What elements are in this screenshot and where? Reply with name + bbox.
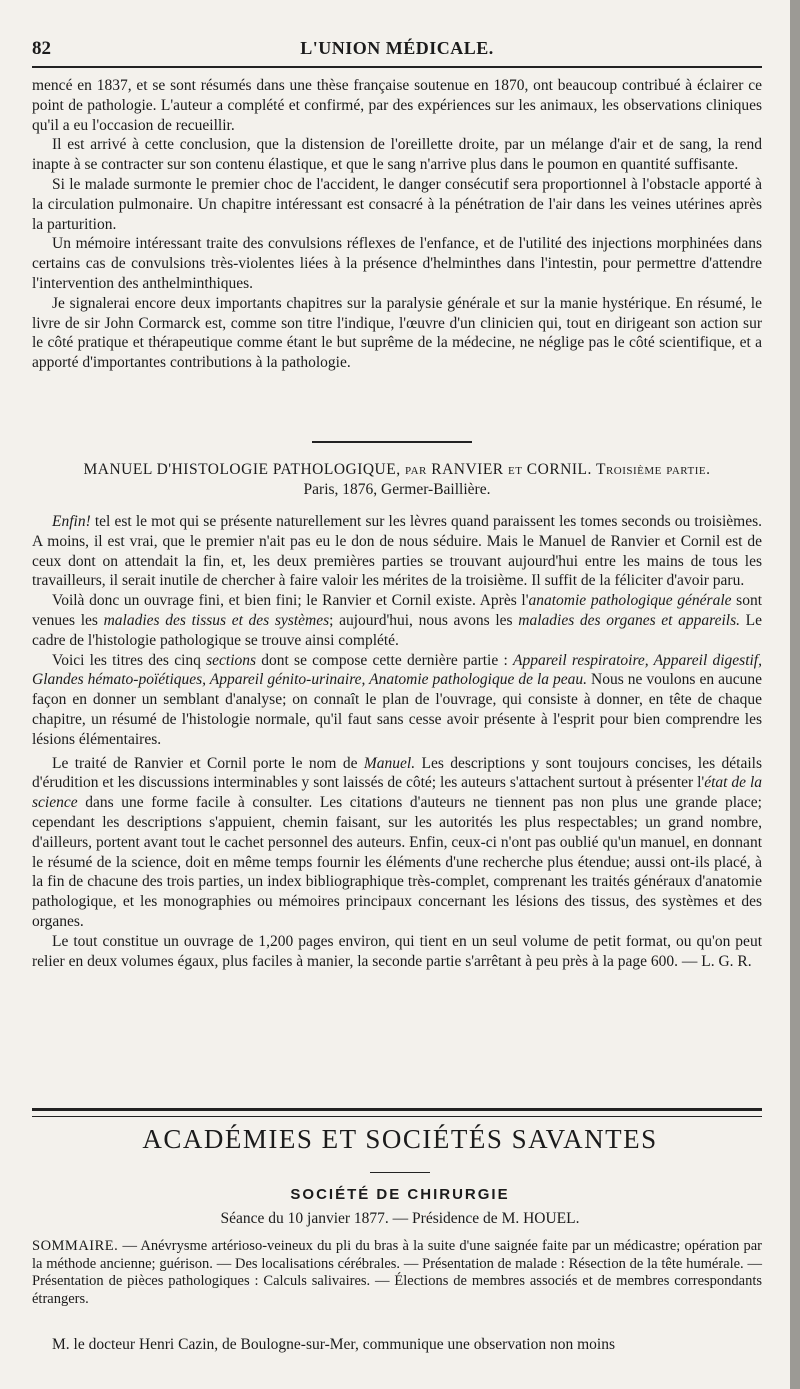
emphasis: Enfin!: [52, 513, 91, 530]
separator-rule: [312, 441, 472, 443]
paragraph: Le tout constitue un ouvrage de 1,200 pages environ, qui tient en un seul volume de petit format, ou qu'on peut relier en deux volumes égaux, plus faciles à manier, la seconde partie s'arrêtant à peu près à la page 600. — L. G. R.: [32, 932, 762, 970]
paragraph: Si le malade surmonte le premier choc de l'accident, le danger consécutif sera proportionnel à l'obstacle apporté à la circulation pulmonaire. Un chapitre intéressant est consacré à la pénétration de l'air dans les veines utérines après la parturition.: [32, 175, 762, 233]
seance-line: Séance du 10 janvier 1877. — Présidence de M. HOUEL.: [220, 1210, 580, 1227]
society-name: SOCIÉTÉ DE CHIRURGIE: [290, 1186, 510, 1203]
review-ranvier-cornil: [32, 460, 762, 971]
paragraph: Le traité de Ranvier et Cornil porte le nom de Manuel. Les descriptions y sont toujours concises, les détails d'érudition et les discussions interminables y sont laissés de côté; les auteurs s'attachent surtout à présenter l'état de la science dans une forme facile à consulter. Les citations d'auteurs ne tiennent pas non plus une grande place; cependant les descriptions s'appuient, chemin faisant, sur les autorités les plus respectables; un grand nombre, d'ailleurs, portent avant tout le cachet personnel des auteurs. Enfin, ceux-ci n'ont pas oublié qu'un manuel, en donnant le résumé de la science, doit en même temps fournir les éléments d'une recherche plus étendue; aussi ont-ils placé, à la fin de chacune des trois parties, un index bibliographique très-complet, comprenant les traités généraux d'anatomie pathologique, et les monographies ou mémoires principaux concernant les lésions des tissus, des systèmes et des organes.: [32, 754, 762, 930]
title-rule: [370, 1172, 430, 1173]
communication: [32, 1335, 762, 1355]
sommaire: SOMMAIRE. — Anévrysme artérioso-veineux du pli du bras à la suite d'une saignée faite par un médicastre; opération par la méthode ancienne; guérison. — Des localisations cérébrales. — Présentation de malade : Résection de la tête humérale. — Présentation de pièces pathologiques : Calculs salivaires. — Élections de membres associés et de membres correspondants étrangers.: [32, 1238, 762, 1307]
page-number: 82: [32, 38, 51, 59]
paragraph: Enfin! tel est le mot qui se présente naturellement sur les lèvres quand paraissent les tomes seconds ou troisièmes. A moins, il est vrai, que le premier n'ait pas eu le don de nous séduire. Mais le Manuel de Ranvier et Cornil est de ceux dont on attendait la fin, et, les deux premières parties se trouvant aujourd'hui entre les mains de tous les travailleurs, il serait inutile de chercher à faire valoir les mérites de la troisième. Il suffit de la féliciter d'avoir paru.: [32, 513, 762, 590]
header-rule: [32, 66, 762, 68]
running-title: L'UNION MÉDICALE.: [300, 38, 494, 58]
review-cormarck: [32, 76, 762, 373]
paragraph: Voici les titres des cinq sections dont se compose cette dernière partie : Appareil respiratoire, Appareil digestif, Glandes hémato-poïétiques, Appareil génito-urinaire, Anatomie pathologique de la peau. Nous ne voulons en aucune façon en donner un semblant d'analyse; on connaît le plan de l'ouvrage, qui consiste à donner, en tête de chaque chapitre, un résumé de l'histologie normale, qu'il faut sans cesse avoir présente à l'esprit pour bien comprendre les lésions élémentaires.: [32, 651, 762, 748]
paragraph: Voilà donc un ouvrage fini, et bien fini; le Ranvier et Cornil existe. Après l'anatomie pathologique générale sont venues les maladies des tissus et des systèmes; aujourd'hui, nous avons les maladies des organes et appareils. Le cadre de l'histologie pathologique se trouve ainsi complété.: [32, 592, 763, 649]
paragraph: M. le docteur Henri Cazin, de Boulogne-sur-Mer, communique une observation non moins: [52, 1336, 615, 1353]
review-publication: Paris, 1876, Germer-Baillière.: [303, 481, 491, 498]
review-title: [32, 460, 762, 500]
paragraph: Il est arrivé à cette conclusion, que la distension de l'oreillette droite, par un mélange d'air et de sang, la rend inapte à se contracter sur son contenu élastique, et que le sang n'arrive plus dans le poumon en quantité suffisante.: [32, 136, 762, 174]
paragraph: Je signalerai encore deux importants chapitres sur la paralysie générale et sur la manie hystérique. En résumé, le livre de sir John Cormarck est, comme son titre l'indique, l'œuvre d'un clinicien qui, tout en dirigeant son action sur le côté pratique et thérapeutique comme étant le but suprême de la médecine, ne néglige pas le côté scientifique, et a apporté d'importantes contributions à la pathologie.: [32, 294, 762, 372]
page-edge-shadow: [790, 0, 800, 1389]
paragraph: Un mémoire intéressant traite des convulsions réflexes de l'enfance, et de l'utilité des injections morphinées dans certains cas de convulsions très-violentes liées à la présence d'helminthes dans l'intestin, pour permettre d'attendre l'intervention des anthelminthiques.: [32, 235, 762, 292]
paragraph: mencé en 1837, et se sont résumés dans une thèse française soutenue en 1870, ont beaucoup contribué à éclairer ce point de pathologie. L'auteur a complété et confirmé, par des expériences sur les animaux, les observations cliniques qu'il a eu l'occasion de recueillir.: [32, 77, 762, 134]
section-title: ACADÉMIES ET SOCIÉTÉS SAVANTES: [142, 1124, 658, 1154]
section-double-rule: [32, 1108, 762, 1117]
page-header: [32, 38, 762, 62]
sommaire-block: [32, 1238, 762, 1308]
sommaire-label: SOMMAIRE.: [32, 1238, 119, 1254]
review-title-line: MANUEL D'HISTOLOGIE PATHOLOGIQUE, par RANVIER et CORNIL. Troisième partie.: [83, 461, 711, 478]
